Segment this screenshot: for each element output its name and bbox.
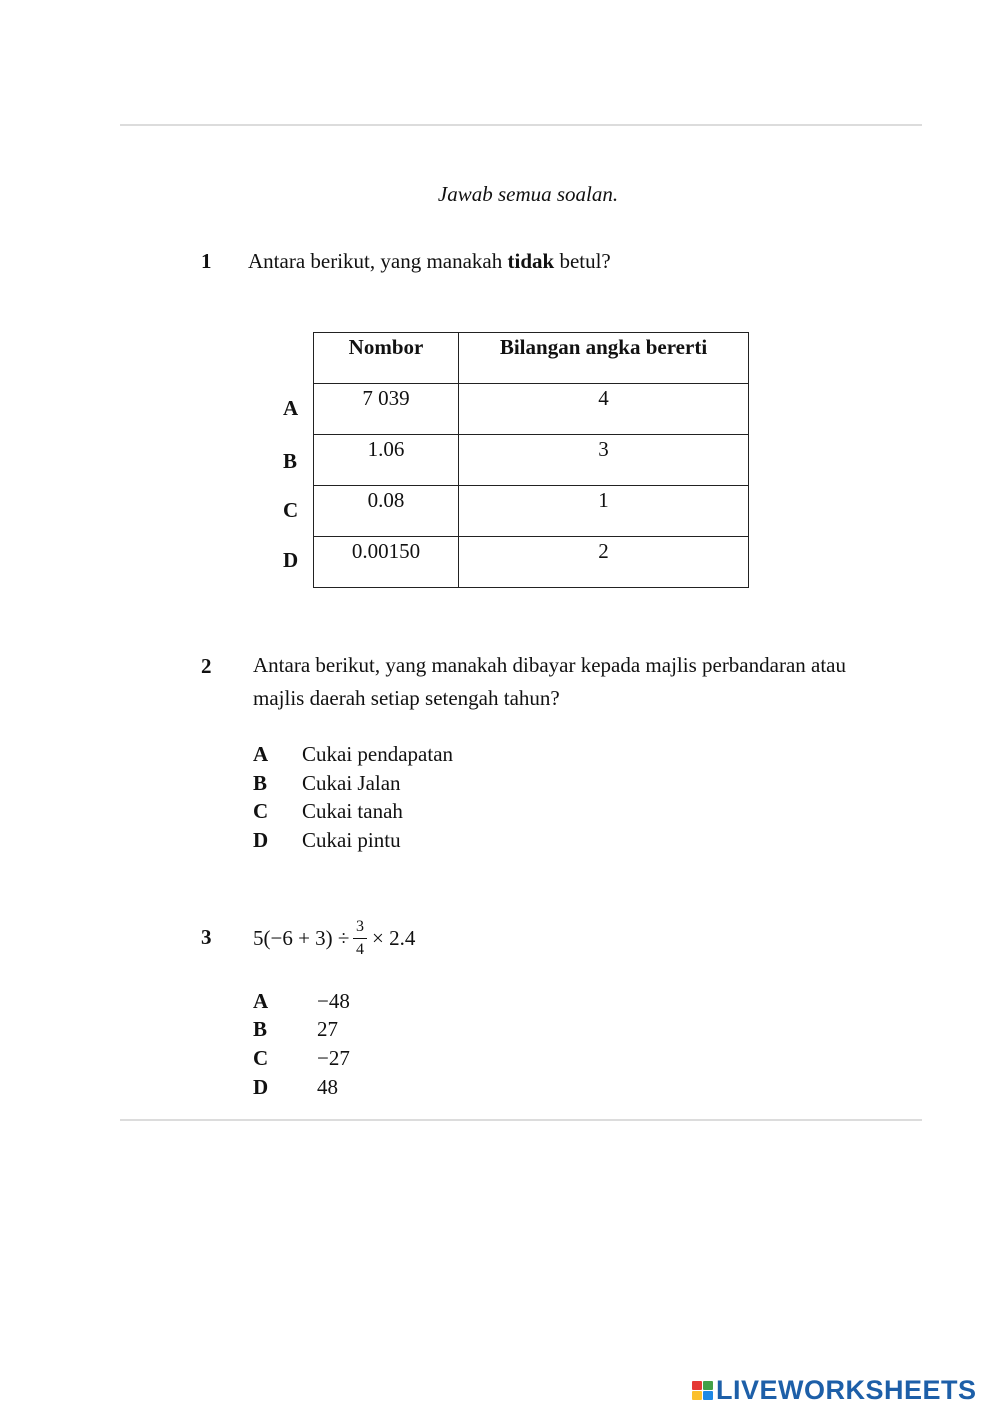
- table-header-row: [314, 333, 749, 384]
- cell-nombor: 1.06: [314, 435, 459, 486]
- option-label: C: [253, 1046, 269, 1070]
- header-nombor: Nombor: [314, 333, 459, 384]
- question-2-number: 2: [201, 654, 212, 678]
- option-label: A: [253, 989, 269, 1013]
- cell-nombor: 0.08: [314, 486, 459, 537]
- table-row: [314, 486, 749, 537]
- option-text: 27: [317, 1017, 338, 1041]
- cell-nombor: 0.00150: [314, 537, 459, 588]
- option-label: D: [253, 1075, 269, 1099]
- question-1-number: 1: [201, 249, 212, 273]
- fraction-denominator: 4: [356, 941, 364, 958]
- option-text: Cukai pendapatan: [302, 742, 454, 766]
- logo-grid-icon: [692, 1381, 714, 1401]
- cell-bilangan: 2: [459, 537, 749, 588]
- q1-option-a-label: A: [283, 396, 299, 420]
- option-text: Cukai Jalan: [302, 771, 401, 795]
- expression-left: 5(−6 + 3) ÷: [253, 926, 350, 950]
- option-label: B: [253, 1017, 268, 1041]
- cell-bilangan: 3: [459, 435, 749, 486]
- option-text: Cukai pintu: [302, 828, 401, 852]
- cell-nombor: 7 039: [314, 384, 459, 435]
- option-text: −48: [317, 989, 350, 1013]
- q1-option-b-label: B: [283, 449, 298, 473]
- option-text: Cukai tanah: [302, 799, 403, 823]
- option-label: B: [253, 771, 268, 795]
- cell-bilangan: 1: [459, 486, 749, 537]
- fraction-numerator: 3: [356, 918, 364, 935]
- option-label: A: [253, 742, 269, 766]
- fraction-bar: [353, 938, 367, 939]
- question-2-line-1: Antara berikut, yang manakah dibayar kepada majlis perbandaran atau: [253, 653, 846, 677]
- bottom-divider: [120, 1119, 922, 1121]
- significant-figures-table: [313, 332, 749, 588]
- q1-option-d-label: D: [283, 548, 299, 572]
- header-bilangan: Bilangan angka bererti: [459, 333, 749, 384]
- top-divider: [120, 124, 922, 126]
- question-2-line-2: majlis daerah setiap setengah tahun?: [253, 686, 560, 710]
- table-row: [314, 537, 749, 588]
- instruction-text: Jawab semua soalan.: [437, 182, 619, 206]
- question-1-emphasis: tidak: [507, 249, 555, 273]
- table-row: [314, 435, 749, 486]
- option-label: C: [253, 799, 269, 823]
- logo-text: LIVEWORKSHEETS: [716, 1375, 977, 1405]
- option-label: D: [253, 828, 269, 852]
- option-text: −27: [317, 1046, 350, 1070]
- expression-right: × 2.4: [372, 926, 416, 950]
- table-row: [314, 384, 749, 435]
- fraction: [353, 918, 367, 959]
- option-text: 48: [317, 1075, 338, 1099]
- q1-option-c-label: C: [283, 498, 299, 522]
- question-3-number: 3: [201, 925, 212, 949]
- question-1-text: Antara berikut, yang manakah tidak betul?: [248, 249, 611, 273]
- cell-bilangan: 4: [459, 384, 749, 435]
